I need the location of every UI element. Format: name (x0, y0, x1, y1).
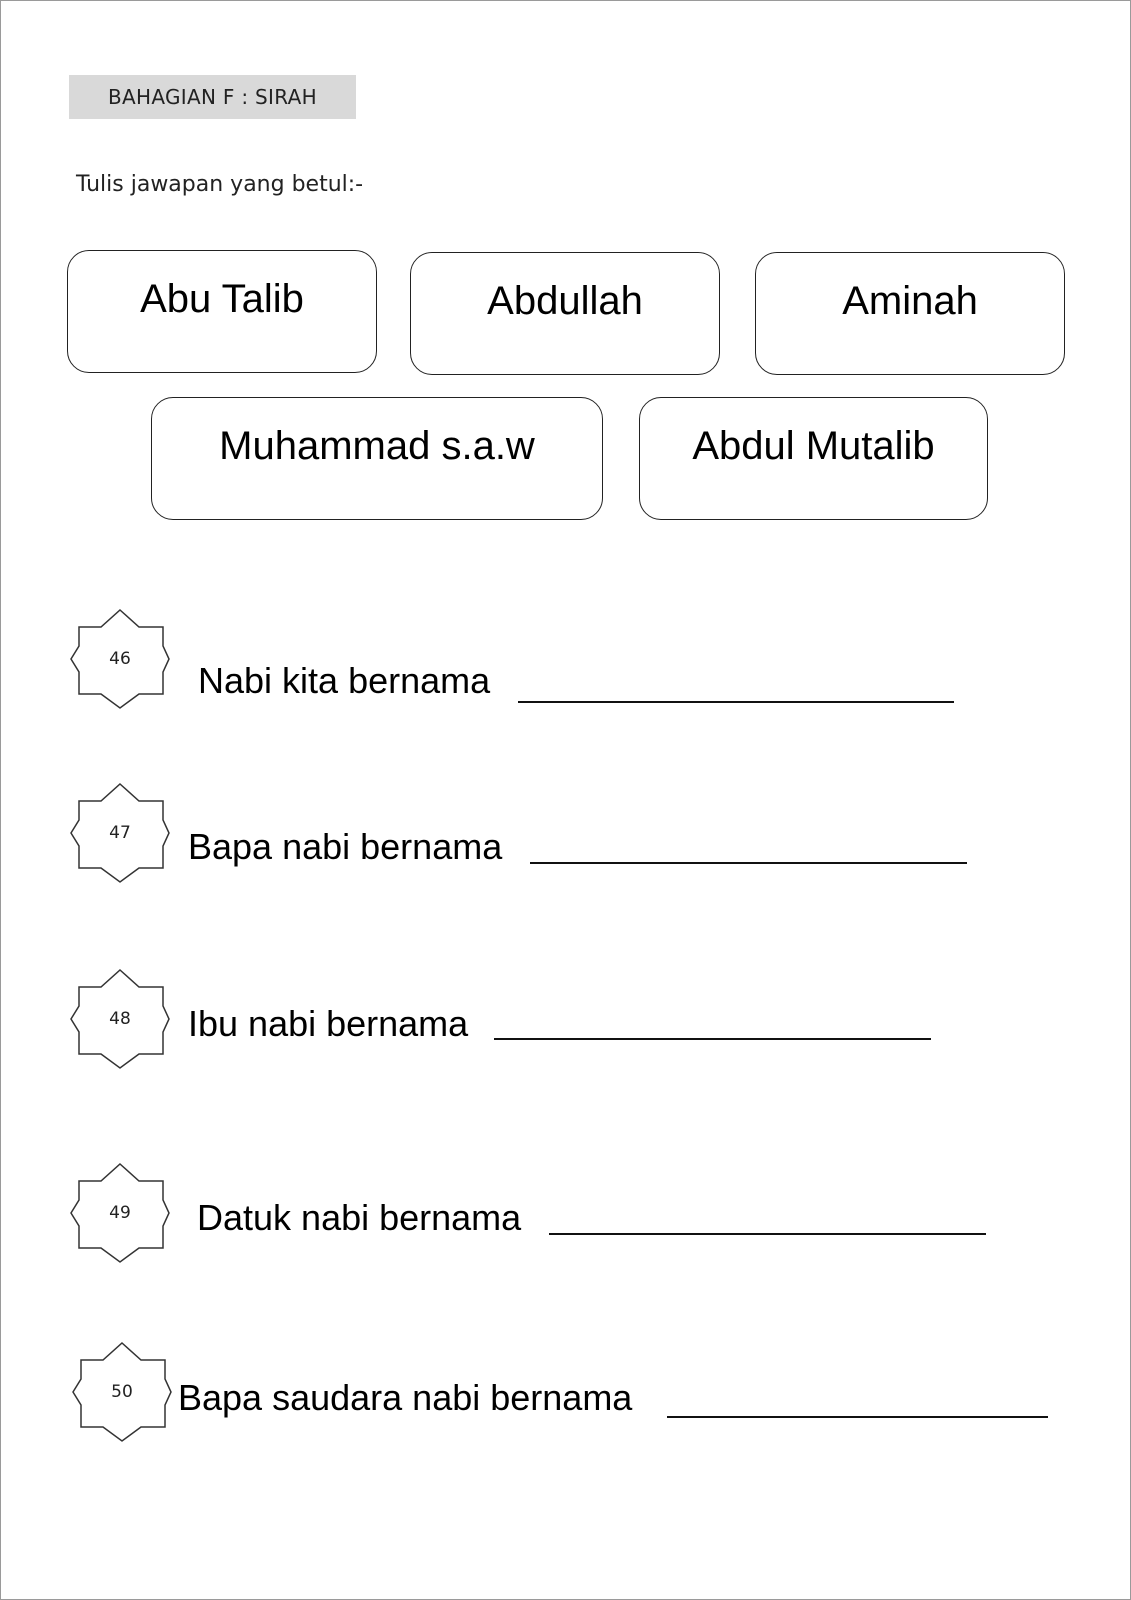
question-row (0, 1162, 1131, 1272)
answer-choice-box: Abu Talib (67, 250, 377, 373)
answer-choice-box: Muhammad s.a.w (151, 397, 603, 520)
star-number-badge (69, 608, 171, 710)
question-text: Nabi kita bernama (198, 660, 491, 701)
question-number: 47 (109, 823, 131, 843)
question-text: Datuk nabi bernama (197, 1197, 522, 1238)
answer-blank-line[interactable] (549, 1233, 986, 1235)
question-number: 49 (109, 1203, 131, 1223)
star-number-badge (69, 968, 171, 1070)
question-row (0, 1341, 1131, 1451)
question-text: Bapa saudara nabi bernama (178, 1377, 633, 1418)
star-number-badge (69, 1162, 171, 1264)
star-number-badge (71, 1341, 173, 1443)
answer-blank-line[interactable] (494, 1038, 931, 1040)
answer-blank-line[interactable] (667, 1416, 1048, 1418)
star-number-badge (69, 782, 171, 884)
answer-blank-line[interactable] (518, 701, 954, 703)
question-number: 48 (109, 1009, 131, 1029)
answer-choice-box: Aminah (755, 252, 1065, 375)
question-row (0, 782, 1131, 892)
question-row (0, 608, 1131, 718)
question-text: Ibu nabi bernama (188, 1003, 469, 1044)
question-row (0, 968, 1131, 1078)
question-number: 50 (111, 1382, 133, 1402)
question-number: 46 (109, 649, 131, 669)
question-text: Bapa nabi bernama (188, 826, 503, 867)
answer-blank-line[interactable] (530, 862, 967, 864)
instruction-text: Tulis jawapan yang betul:- (76, 172, 364, 197)
answer-choice-box: Abdullah (410, 252, 720, 375)
section-header: BAHAGIAN F : SIRAH (69, 75, 356, 119)
answer-choice-box: Abdul Mutalib (639, 397, 988, 520)
